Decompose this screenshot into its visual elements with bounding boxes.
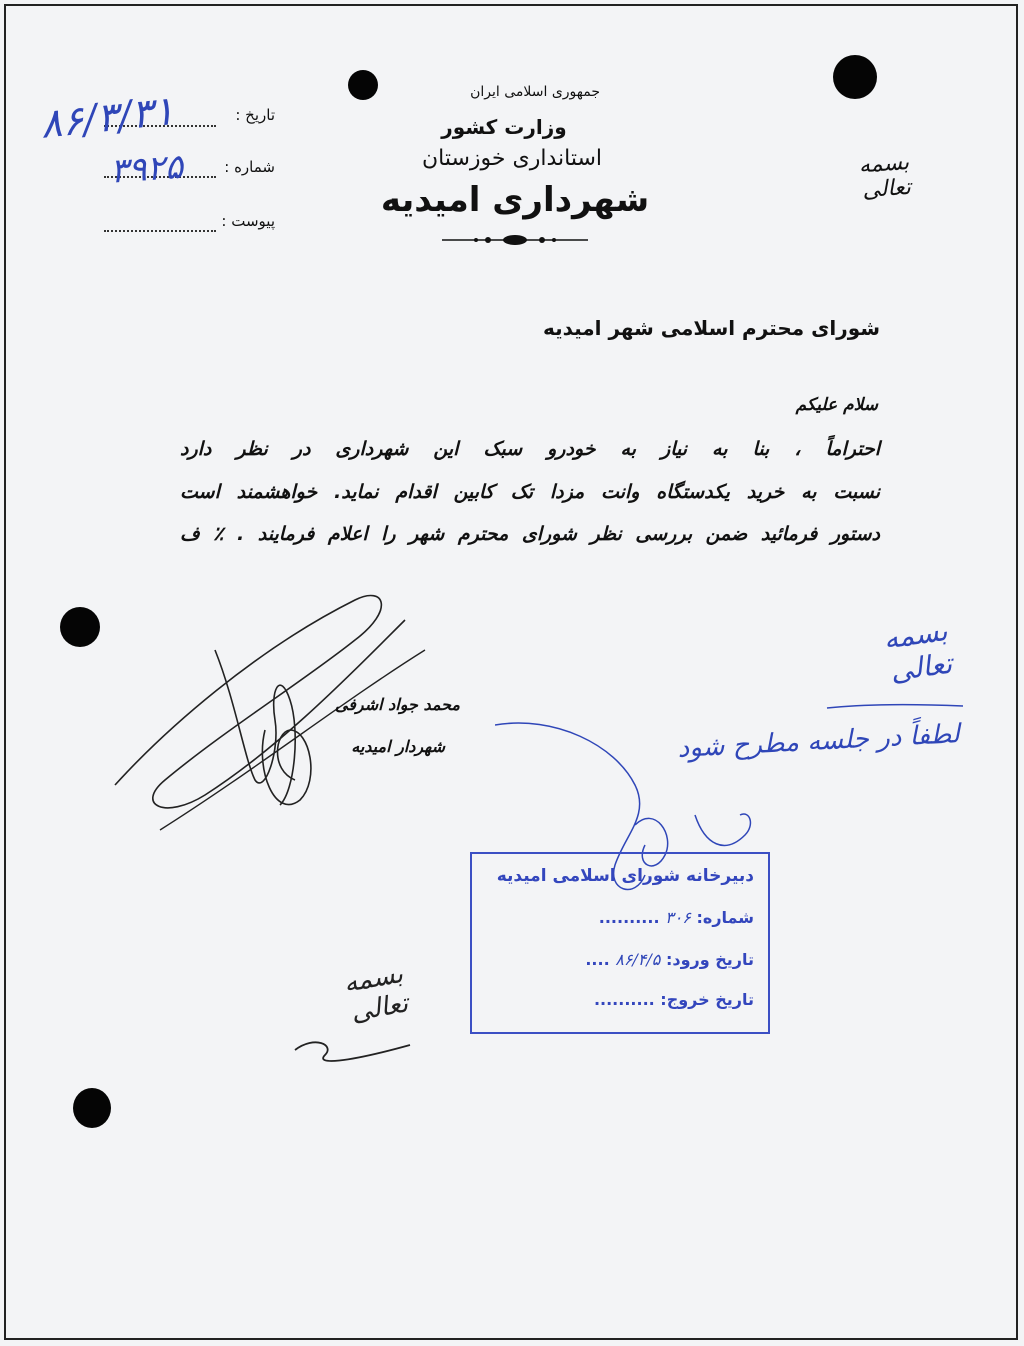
punch-hole-bottom-left xyxy=(73,1088,111,1128)
letterhead-ministry: وزارت کشور xyxy=(441,115,567,139)
stamp-entry-date-row xyxy=(585,950,754,969)
letterhead-municipality: شهرداری امیدیه xyxy=(380,180,650,220)
number-label: شماره : xyxy=(224,158,275,176)
stamp-number-value: ۳۰۶ xyxy=(665,908,691,927)
handwritten-note-bottom: بسمه تعالی xyxy=(341,958,411,1028)
council-secretariat-stamp xyxy=(470,852,770,1034)
stamp-entry-date-label: تاریخ ورود: xyxy=(665,950,754,969)
punch-hole-top-right xyxy=(833,55,877,99)
handwritten-number: ۳۹۲۵ xyxy=(108,146,185,192)
punch-hole-middle-left xyxy=(60,607,100,647)
handwritten-underline xyxy=(825,700,965,712)
stamp-entry-date-dots: .... xyxy=(585,950,610,969)
stamp-number-label: شماره: xyxy=(696,908,754,927)
stamp-entry-date-value: ۸۶/۴/۵ xyxy=(615,950,661,969)
signatory-title: شهردار امیدیه xyxy=(351,737,445,756)
letterhead-republic: جمهوری اسلامی ایران xyxy=(470,84,600,100)
stamp-number-dots: .......... xyxy=(598,908,660,927)
stamp-title: دبیرخانه شورای اسلامی امیدیه xyxy=(496,866,754,886)
greeting: سلام علیکم xyxy=(795,395,878,415)
signatory-name: محمد جواد اشرفی xyxy=(334,695,460,714)
letterhead-ornament xyxy=(440,232,590,248)
stamp-number-row xyxy=(599,908,754,927)
attachment-label: پیوست : xyxy=(221,212,275,230)
stamp-exit-date-label: تاریخ خروج: xyxy=(660,990,754,1009)
stamp-exit-date-row xyxy=(594,990,754,1009)
body-line-3: دستور فرمائید ضمن بررسی نظر شورای محترم شهر را اعلام فرمایند . ٪ ف xyxy=(180,523,880,545)
letterhead-province: استانداری خوزستان xyxy=(421,146,603,171)
date-label: تاریخ : xyxy=(235,106,275,124)
punch-hole-top-center xyxy=(348,70,378,100)
handwritten-initial xyxy=(285,1025,415,1070)
stamp-exit-date-dots: .......... xyxy=(593,990,655,1009)
body-line-1: احتراماً ، بنا به نیاز به خودرو سبک این شهرداری در نظر دارد xyxy=(180,438,880,460)
body-line-2: نسبت به خرید یکدستگاه وانت مزدا تک کابین اقدام نماید. خواهشمند است xyxy=(180,481,880,503)
attachment-dotted-line xyxy=(104,229,216,232)
recipient: شورای محترم اسلامی شهر امیدیه xyxy=(542,316,880,340)
handwritten-date: ۸۶/۳/۳۱ xyxy=(38,88,177,148)
handwritten-note-line: لطفاً در جلسه مطرح شود xyxy=(676,719,961,764)
handwritten-note-top: بسمه تعالی xyxy=(881,613,955,688)
invocation-text: بسمه تعالی xyxy=(858,149,912,204)
